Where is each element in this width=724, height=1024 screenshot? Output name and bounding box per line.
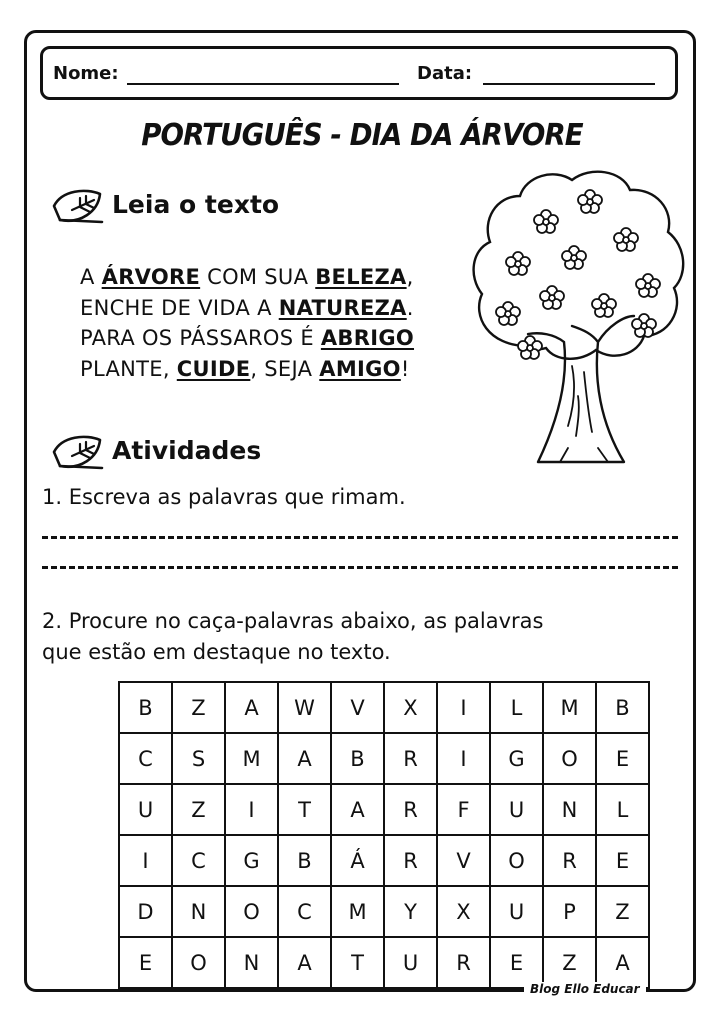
grid-cell[interactable]: F	[437, 784, 490, 835]
grid-cell[interactable]: M	[331, 886, 384, 937]
grid-cell[interactable]: X	[384, 682, 437, 733]
question-1: 1. Escreva as palavras que rimam.	[42, 485, 406, 509]
grid-cell[interactable]: N	[543, 784, 596, 835]
reading-heading: Leia o texto	[112, 190, 280, 219]
grid-cell[interactable]: I	[119, 835, 172, 886]
question-2-line-2: que estão em destaque no texto.	[42, 640, 391, 664]
word-search-grid	[118, 681, 650, 989]
grid-cell[interactable]: G	[490, 733, 543, 784]
grid-cell[interactable]: V	[331, 682, 384, 733]
grid-cell[interactable]: D	[119, 886, 172, 937]
grid-cell[interactable]: S	[172, 733, 225, 784]
highlight-word: NATUREZA	[278, 295, 407, 320]
grid-cell[interactable]: C	[119, 733, 172, 784]
grid-cell[interactable]: U	[384, 937, 437, 988]
grid-row	[119, 937, 649, 988]
highlight-word: CUIDE	[176, 356, 251, 381]
grid-cell[interactable]: O	[172, 937, 225, 988]
header-box	[40, 46, 678, 100]
grid-cell[interactable]: O	[225, 886, 278, 937]
page-title: PORTUGUÊS - DIA DA ÁRVORE	[141, 118, 583, 153]
grid-cell[interactable]: X	[437, 886, 490, 937]
grid-cell[interactable]: W	[278, 682, 331, 733]
highlight-word: ABRIGO	[320, 326, 415, 350]
grid-cell[interactable]: R	[543, 835, 596, 886]
answer-line-1[interactable]	[42, 536, 678, 539]
grid-cell[interactable]: V	[437, 835, 490, 886]
poem-line-3: PARA OS PÁSSAROS É ABRIGO	[80, 326, 415, 350]
grid-cell[interactable]: B	[331, 733, 384, 784]
grid-cell[interactable]: L	[490, 682, 543, 733]
highlight-word: BELEZA	[315, 265, 407, 289]
date-field[interactable]	[483, 83, 655, 85]
leaf-icon	[50, 186, 106, 226]
grid-row	[119, 886, 649, 937]
grid-cell[interactable]: E	[596, 733, 649, 784]
grid-row	[119, 835, 649, 886]
grid-cell[interactable]: R	[384, 784, 437, 835]
grid-cell[interactable]: P	[543, 886, 596, 937]
grid-cell[interactable]: L	[596, 784, 649, 835]
grid-cell[interactable]: N	[225, 937, 278, 988]
poem-line-4: PLANTE, CUIDE, SEJA AMIGO!	[80, 356, 410, 381]
grid-cell[interactable]: A	[331, 784, 384, 835]
grid-cell[interactable]: B	[278, 835, 331, 886]
grid-cell[interactable]: E	[490, 937, 543, 988]
poem-line-2: ENCHE DE VIDA A NATUREZA.	[80, 295, 414, 320]
grid-cell[interactable]: U	[490, 886, 543, 937]
grid-cell[interactable]: U	[119, 784, 172, 835]
grid-cell[interactable]: B	[596, 682, 649, 733]
grid-cell[interactable]: E	[119, 937, 172, 988]
grid-cell[interactable]: I	[225, 784, 278, 835]
grid-cell[interactable]: I	[437, 682, 490, 733]
grid-cell[interactable]: Z	[543, 937, 596, 988]
grid-cell[interactable]: Y	[384, 886, 437, 937]
grid-cell[interactable]: M	[225, 733, 278, 784]
grid-cell[interactable]: U	[490, 784, 543, 835]
footer-credit: Blog Ello Educar	[524, 982, 646, 996]
grid-cell[interactable]: Á	[331, 835, 384, 886]
grid-cell[interactable]: R	[437, 937, 490, 988]
tree-illustration	[468, 166, 690, 472]
grid-row	[119, 784, 649, 835]
grid-cell[interactable]: C	[172, 835, 225, 886]
grid-cell[interactable]: Z	[596, 886, 649, 937]
grid-cell[interactable]: C	[278, 886, 331, 937]
question-2-line-1: 2. Procure no caça-palavras abaixo, as palavras	[42, 609, 544, 633]
grid-cell[interactable]: Z	[172, 784, 225, 835]
grid-row	[119, 733, 649, 784]
grid-cell[interactable]: O	[490, 835, 543, 886]
grid-row	[119, 682, 649, 733]
highlight-word: AMIGO	[319, 356, 401, 381]
activities-heading: Atividades	[112, 436, 262, 465]
grid-cell[interactable]: O	[543, 733, 596, 784]
grid-cell[interactable]: T	[278, 784, 331, 835]
grid-cell[interactable]: I	[437, 733, 490, 784]
grid-cell[interactable]: B	[119, 682, 172, 733]
name-label: Nome:	[53, 63, 119, 84]
grid-cell[interactable]: T	[331, 937, 384, 988]
grid-cell[interactable]: A	[278, 937, 331, 988]
date-label: Data:	[417, 63, 473, 84]
highlight-word: ÁRVORE	[101, 265, 201, 289]
poem-text	[80, 262, 414, 384]
grid-cell[interactable]: R	[384, 835, 437, 886]
grid-cell[interactable]: A	[278, 733, 331, 784]
poem-line-1: A ÁRVORE COM SUA BELEZA,	[80, 265, 414, 289]
name-field[interactable]	[127, 83, 399, 85]
grid-cell[interactable]: M	[543, 682, 596, 733]
answer-line-2[interactable]	[42, 566, 678, 569]
grid-cell[interactable]: E	[596, 835, 649, 886]
grid-cell[interactable]: R	[384, 733, 437, 784]
grid-cell[interactable]: Z	[172, 682, 225, 733]
grid-cell[interactable]: G	[225, 835, 278, 886]
grid-cell[interactable]: A	[225, 682, 278, 733]
grid-cell[interactable]: N	[172, 886, 225, 937]
grid-cell[interactable]: A	[596, 937, 649, 988]
leaf-icon	[50, 432, 106, 472]
